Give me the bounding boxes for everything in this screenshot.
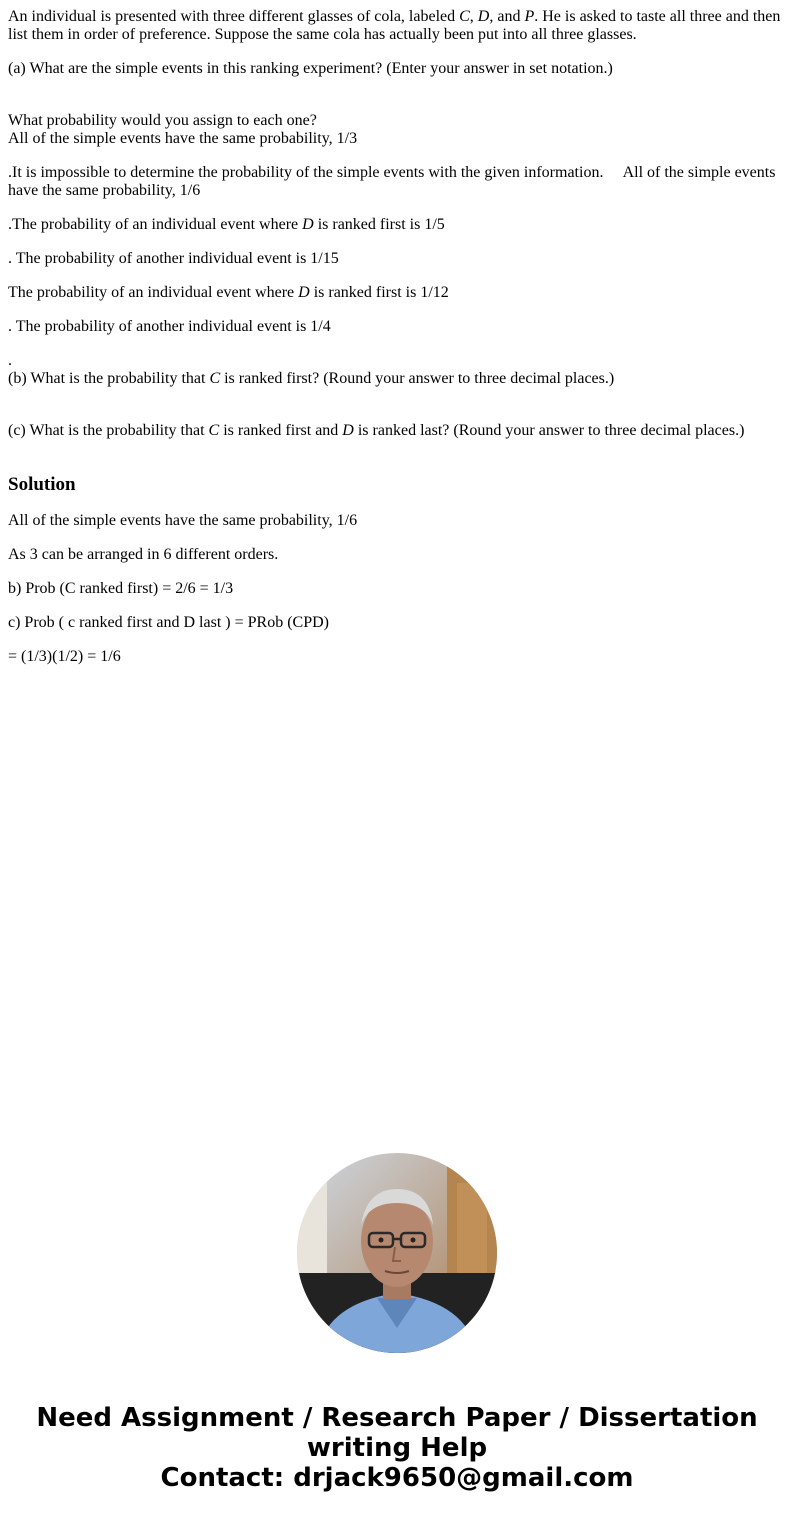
solution-line: c) Prob ( c ranked first and D last ) = PRob (CPD)	[8, 614, 329, 631]
author-avatar	[297, 1153, 497, 1353]
option-3b: . The probability of another individual event is 1/15	[8, 250, 339, 267]
assign-prompt: What probability would you assign to each one?	[8, 112, 317, 129]
footer-line: writing Help	[306, 1433, 488, 1463]
author-portrait-icon	[297, 1153, 497, 1353]
document-body	[8, 8, 786, 682]
footer-line: Need Assignment / Research Paper / Dissertation	[36, 1403, 758, 1433]
part-b-question: . (b) What is the probability that C is ranked first? (Round your answer to three decimal places.)	[8, 352, 615, 387]
contact-email: Contact: drjack9650@gmail.com	[160, 1463, 634, 1493]
solution-line: b) Prob (C ranked first) = 2/6 = 1/3	[8, 580, 234, 597]
solution-heading: Solution	[8, 474, 76, 495]
solution-line: = (1/3)(1/2) = 1/6	[8, 648, 121, 665]
solution-line: All of the simple events have the same probability, 1/6	[8, 512, 358, 529]
question-intro: An individual is presented with three different glasses of cola, labeled C, D, and P. He is asked to taste all three and then list them in order of preference. Suppose the same cola has actually been put into all three glasses.	[8, 8, 781, 43]
contact-footer	[0, 1403, 794, 1493]
assign-probability-block	[8, 112, 786, 148]
option-4a: The probability of an individual event where D is ranked first is 1/12	[8, 284, 449, 301]
part-c-question: (c) What is the probability that C is ranked first and D is ranked last? (Round your answer to three decimal places.)	[8, 422, 745, 439]
separator-dot: .	[8, 352, 12, 369]
option-1: All of the simple events have the same probability, 1/3	[8, 130, 358, 147]
option-4b: . The probability of another individual event is 1/4	[8, 318, 331, 335]
option-2: .It is impossible to determine the probability of the simple events with the given information. All of the simple events have the same probability, 1/6	[8, 164, 776, 199]
part-a-question: (a) What are the simple events in this ranking experiment? (Enter your answer in set notation.)	[8, 60, 613, 77]
option-3a: .The probability of an individual event where D is ranked first is 1/5	[8, 216, 445, 233]
solution-line: As 3 can be arranged in 6 different orders.	[8, 546, 279, 563]
